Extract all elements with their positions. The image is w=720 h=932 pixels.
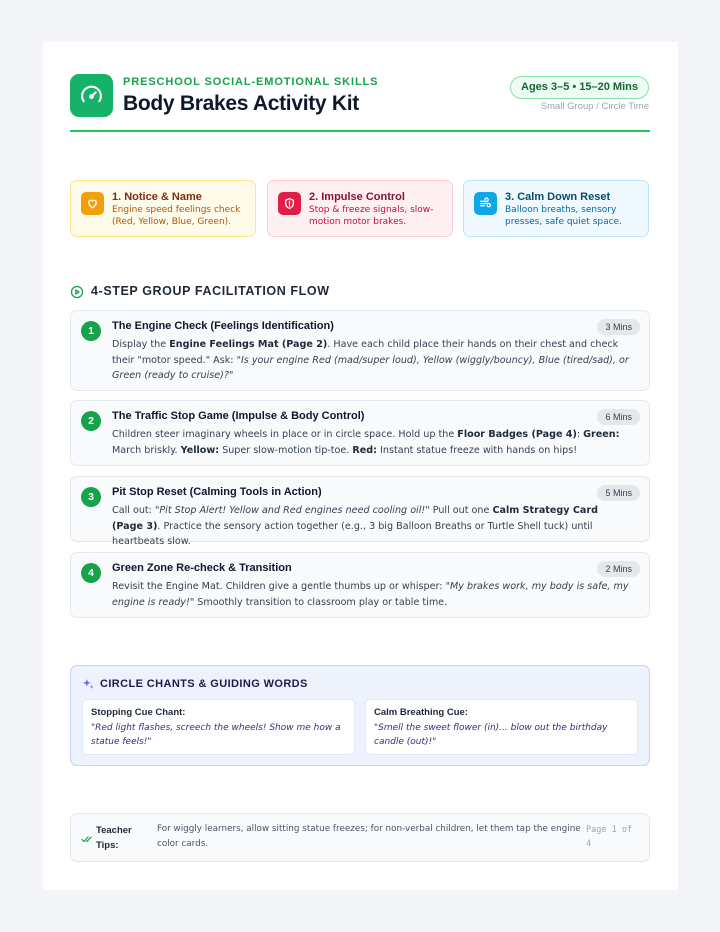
step-title: The Engine Check (Feelings Identification) — [112, 320, 334, 332]
teacher-tips-footer — [70, 813, 650, 862]
heart-icon — [81, 192, 104, 215]
wind-icon — [474, 192, 497, 215]
skill-card-calm — [463, 180, 649, 237]
step-number: 3 — [81, 487, 101, 507]
play-circle-icon — [70, 285, 84, 299]
skill-description: Balloon breaths, sensory presses, safe quiet space. — [505, 205, 622, 227]
skill-card-notice — [70, 180, 256, 237]
age-duration-badge: Ages 3–5 • 15–20 Mins — [510, 76, 649, 99]
skill-description: Engine speed feelings check (Red, Yellow, Blue, Green). — [112, 205, 241, 227]
step-number: 2 — [81, 411, 101, 431]
activity-kit-page: PRESCHOOL SOCIAL-EMOTIONAL SKILLS Body Brakes Activity Kit Ages 3–5 • 15–20 Mins Small Group / Circle Time 1. Notice & Name Engine speed feelings check (Red, Yellow, Blue, Green). 2. Impulse Control Stop & freeze signals, slow-motion motor brakes. 3. Calm Down Reset Balloon breaths, sensory presses, safe quiet space. 4-STEP GROUP FACILITATION FLOW 1 The Engine Check (Feelings Identification) 3 Mins Display the Engine Feelings Mat (Page 2). Have each child place their hands on their chest and check their "motor speed." Ask: "Is your engine Red (mad/super loud), Yellow (wiggly/bouncy), Blue (tired/sad), or Green (ready to cruise)?" 2 The Traffic Stop Game (Impulse & Body Control) 6 Mins Children steer imaginary wheels in place or in circle space. Hold up the Floor Badges (Page 4): Green: March briskly. Yellow: Super slow-motion tip-toe. Red: Instant statue freeze with hands on hips! 3 Pit Stop Reset (Calming Tools in Action) 5 Mins Call out: "Pit Stop Alert! Yellow and Red engines need cooling oil!" Pull out one Calm Strategy Card (Page 3). Practice the sensory action together (e.g., 3 big Balloon Breaths or Turtle Shell tuck) until heartbeats slow. 4 Green Zone Re-check & Transition 2 Mins Revisit the Engine Mat. Children give a gentle thumbs up or whisper: "My brakes work, my body is safe, my engine is ready!" Smoothly transition to classroom play or table time. CIRCLE CHANTS & GUIDING WORDS Stopping Cue Chant: "Red light flashes, screech the wheels! Show me how a statue feels!" Calm Breathing Cue: "Smell the sweet flower (in)... blow out the birthday candle (out)!" Teacher Tips: For wiggly learners, allow sitting statue freezes; for non-verbal children, let them tap the engine color cards. Page 1 of 4 — [43, 42, 678, 890]
duration-badge: 2 Mins — [597, 561, 640, 577]
double-check-icon — [81, 834, 93, 844]
chant-text: "Red light flashes, screech the wheels! Show me how a statue feels!" — [91, 723, 341, 747]
skill-description: Stop & freeze signals, slow-motion motor brakes. — [309, 205, 434, 227]
step-description: Display the Engine Feelings Mat (Page 2). Have each child place their hands on their chest and check their "motor speed." Ask: "Is your engine Red (mad/super loud), Yellow (wiggly/bouncy), Blue (tired/sad), or Green (ready to cruise)?" — [112, 339, 629, 381]
skill-title: 3. Calm Down Reset — [505, 191, 611, 203]
sparkle-icon — [82, 678, 95, 691]
group-format-label: Small Group / Circle Time — [540, 101, 649, 112]
flow-step-4 — [70, 552, 650, 618]
tip-label: Teacher Tips: — [96, 825, 132, 851]
page-title: Body Brakes Activity Kit — [123, 92, 359, 115]
chant-card-breathing — [365, 699, 638, 755]
step-description: Children steer imaginary wheels in place or in circle space. Hold up the Floor Badges (Page 4): Green: March briskly. Yellow: Super slow-motion tip-toe. Red: Instant statue freeze with hands on hips! — [112, 429, 620, 456]
chant-text: "Smell the sweet flower (in)... blow out the birthday candle (out)!" — [374, 723, 608, 747]
chant-label: Calm Breathing Cue: — [374, 707, 468, 718]
speedometer-icon — [70, 74, 113, 117]
tip-text: For wiggly learners, allow sitting statue freezes; for non-verbal children, let them tap the engine color cards. — [157, 824, 581, 849]
skill-title: 2. Impulse Control — [309, 191, 405, 203]
page-number: Page 1 of 4 — [586, 825, 633, 849]
step-title: The Traffic Stop Game (Impulse & Body Control) — [112, 410, 365, 422]
chant-label: Stopping Cue Chant: — [91, 707, 186, 718]
flow-step-1 — [70, 310, 650, 391]
step-description: Call out: "Pit Stop Alert! Yellow and Red engines need cooling oil!" Pull out one Calm Strategy Card (Page 3). Practice the sensory action together (e.g., 3 big Balloon Breaths or Turtle Shell tuck) until heartbeats slow. — [112, 505, 598, 547]
step-number: 1 — [81, 321, 101, 341]
flow-step-3 — [70, 476, 650, 547]
skill-title: 1. Notice & Name — [112, 191, 202, 203]
skill-card-impulse — [267, 180, 453, 237]
shield-icon — [278, 192, 301, 215]
step-title: Pit Stop Reset (Calming Tools in Action) — [112, 486, 322, 498]
step-title: Green Zone Re-check & Transition — [112, 562, 292, 574]
header-overline: PRESCHOOL SOCIAL-EMOTIONAL SKILLS — [123, 76, 379, 88]
header-divider — [70, 130, 650, 132]
duration-badge: 3 Mins — [597, 319, 640, 335]
flow-step-2 — [70, 400, 650, 466]
step-description: Revisit the Engine Mat. Children give a gentle thumbs up or whisper: "My brakes work, my body is safe, my engine is ready!" Smoothly transition to classroom play or table time. — [112, 581, 629, 608]
chants-panel: CIRCLE CHANTS & GUIDING WORDS Stopping Cue Chant: "Red light flashes, screech the wheels! Show me how a statue feels!" Calm Breathing Cue: "Smell the sweet flower (in)... blow out the birthday candle (out)!" — [70, 665, 650, 766]
duration-badge: 6 Mins — [597, 409, 640, 425]
duration-badge: 5 Mins — [597, 485, 640, 501]
step-number: 4 — [81, 563, 101, 583]
chant-card-stopping — [82, 699, 355, 755]
